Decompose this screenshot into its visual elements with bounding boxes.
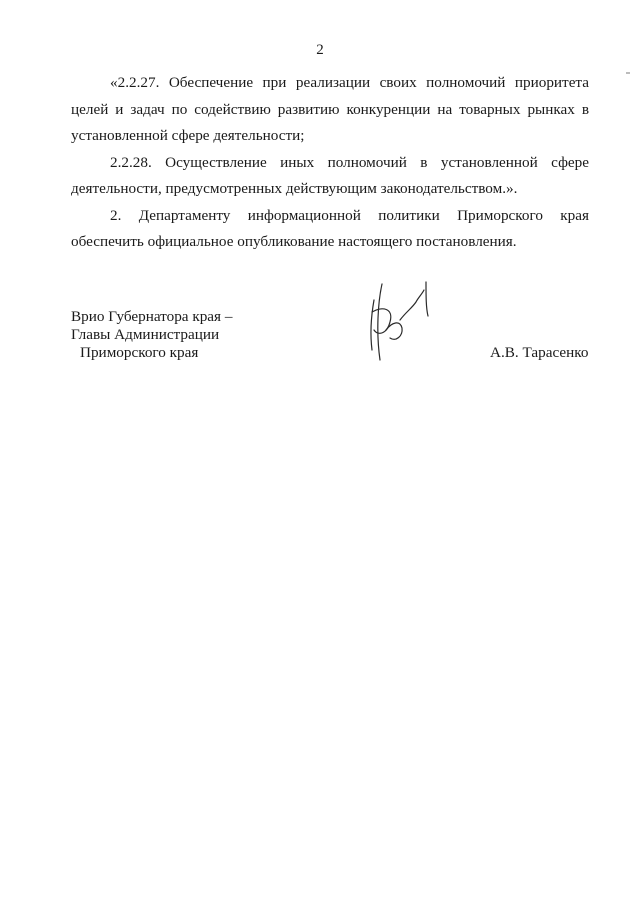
handwritten-signature: [360, 272, 450, 372]
document-body: [71, 70, 589, 256]
signatory-name: А.В. Тарасенко: [490, 344, 589, 361]
signatory-position-line-2: Главы Администрации: [71, 326, 220, 343]
page-number: 2: [316, 42, 324, 58]
scan-edge-mark: [626, 72, 630, 74]
signatory-position-line-1: Врио Губернатора края –: [71, 308, 233, 325]
signatory-position-line-3: Приморского края: [80, 344, 199, 361]
paragraph-2: 2. Департаменту информационной политики Приморского края обеспечить официальное опубликование настоящего постановления.: [71, 206, 589, 250]
paragraph-2-2-28: 2.2.28. Осуществление иных полномочий в установленной сфере деятельности, предусмотренных действующим законодательством.».: [71, 153, 589, 197]
paragraph-2-2-27: «2.2.27. Обеспечение при реализации своих полномочий приоритета целей и задач по содействию развитию конкуренции на товарных рынках в установленной сфере деятельности;: [71, 74, 589, 144]
signatory-position: [71, 308, 232, 362]
